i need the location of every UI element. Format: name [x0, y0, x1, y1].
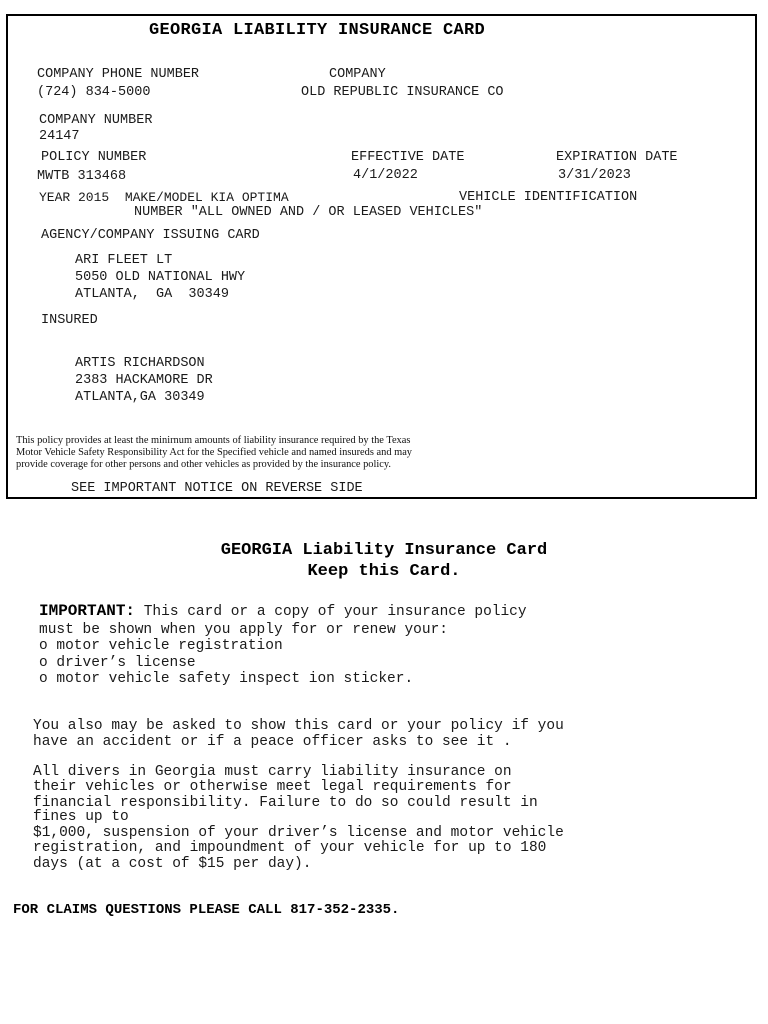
paragraph-line: have an accident or if a peace officer asks to see it . — [33, 734, 512, 750]
expiration-date-value: 3/31/2023 — [558, 168, 631, 183]
company-phone-label: COMPANY PHONE NUMBER — [37, 67, 200, 82]
company-name-value: OLD REPUBLIC INSURANCE CO — [301, 85, 504, 100]
agency-label: AGENCY/COMPANY ISSUING CARD — [41, 228, 260, 243]
card-title: GEORGIA LIABILITY INSURANCE CARD — [149, 21, 486, 40]
reverse-side-notice: SEE IMPORTANT NOTICE ON REVERSE SIDE — [71, 481, 363, 496]
paragraph-line: financial responsibility. Failure to do so could result in — [33, 795, 538, 811]
policy-number-label: POLICY NUMBER — [41, 150, 147, 165]
company-number-label: COMPANY NUMBER — [39, 113, 153, 128]
reverse-title: GEORGIA Liability Insurance Card — [220, 541, 548, 560]
paragraph-line: registration, and impoundment of your vehicle for up to 180 — [33, 840, 547, 856]
fine-print-line: provide coverage for other persons and other vehicles as provided by the insurance policy. — [16, 459, 391, 470]
list-item: o motor vehicle safety inspect ion sticker. — [39, 671, 414, 687]
paragraph-line: You also may be asked to show this card or your policy if you — [33, 718, 564, 734]
important-label: IMPORTANT: — [39, 602, 136, 620]
list-item: o driver’s license — [39, 655, 196, 671]
important-text-line: must be shown when you apply for or renew your: — [39, 622, 448, 638]
insured-name: ARTIS RICHARDSON — [75, 356, 205, 371]
insured-street: 2383 HACKAMORE DR — [75, 373, 213, 388]
effective-date-value: 4/1/2022 — [353, 168, 418, 183]
policy-number-value: MWTB 313468 — [37, 169, 127, 184]
important-notice — [39, 603, 527, 621]
important-text: This card or a copy of your insurance policy — [135, 604, 527, 620]
fine-print-line: Motor Vehicle Safety Responsibility Act for the Specified vehicle and named insureds and may — [16, 447, 412, 458]
vin-value: NUMBER "ALL OWNED AND / OR LEASED VEHICLES" — [134, 205, 483, 220]
fine-print-line: This policy provides at least the minirnum amounts of liability insurance required by the Texas — [16, 435, 411, 446]
expiration-date-label: EXPIRATION DATE — [556, 150, 678, 165]
company-label: COMPANY — [329, 67, 386, 82]
insured-city: ATLANTA,GA 30349 — [75, 390, 205, 405]
paragraph-line: days (at a cost of $15 per day). — [33, 856, 312, 872]
insured-label: INSURED — [41, 313, 98, 328]
paragraph-line: their vehicles or otherwise meet legal requirements for — [33, 779, 512, 795]
vehicle-year-make-model: YEAR 2015 MAKE/MODEL KIA OPTIMA — [39, 190, 289, 205]
company-number-value: 24147 — [39, 129, 80, 144]
claims-phone-line: FOR CLAIMS QUESTIONS PLEASE CALL 817-352-2335. — [13, 902, 400, 918]
vin-label: VEHICLE IDENTIFICATION — [459, 190, 638, 205]
list-item: o motor vehicle registration — [39, 638, 283, 654]
paragraph-line: All divers in Georgia must carry liability insurance on — [33, 764, 512, 780]
agency-name: ARI FLEET LT — [75, 253, 173, 268]
agency-city: ATLANTA, GA 30349 — [75, 287, 229, 302]
reverse-subtitle: Keep this Card. — [307, 562, 461, 581]
effective-date-label: EFFECTIVE DATE — [351, 150, 465, 165]
paragraph-line: $1,000, suspension of your driver’s license and motor vehicle — [33, 825, 564, 841]
agency-street: 5050 OLD NATIONAL HWY — [75, 270, 246, 285]
company-phone-value: (724) 834-5000 — [37, 85, 151, 100]
paragraph-line: fines up to — [33, 809, 129, 825]
